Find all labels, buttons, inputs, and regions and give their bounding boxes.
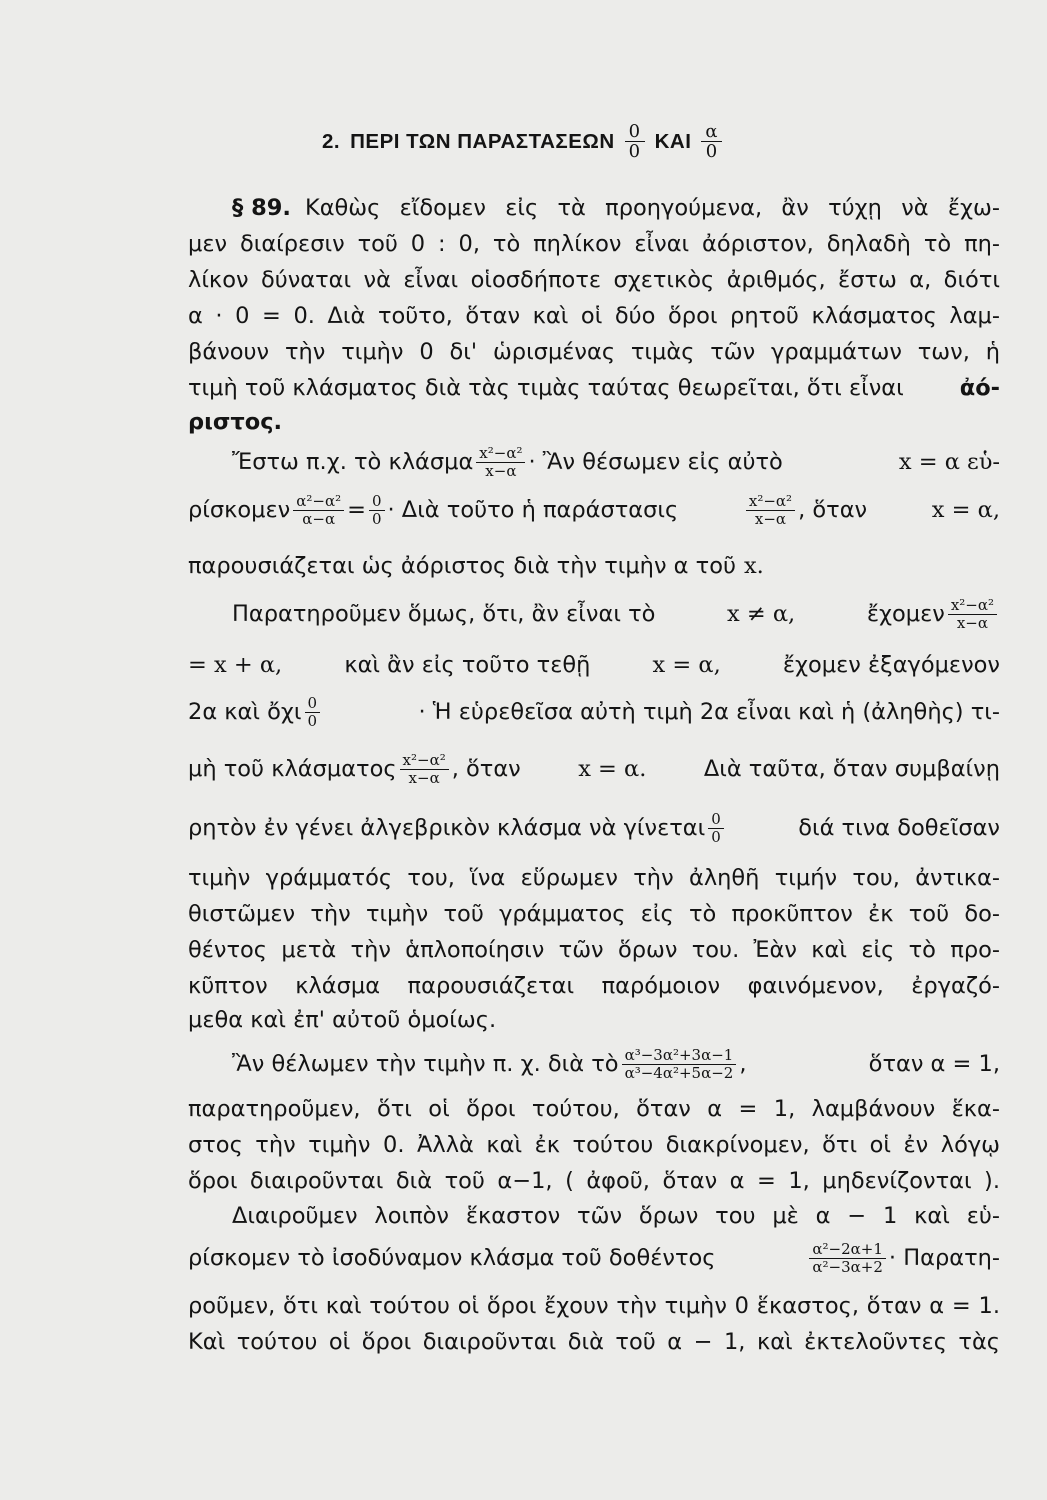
line-text: · Ἂν θέσωμεν εἰς αὐτὸ (528, 449, 783, 475)
line-text: θέντος μετὰ τὴν ἁπλοποίησιν τῶν ὅρων του. Ἐὰν καὶ εἰς τὸ προ- (188, 937, 1000, 963)
text-line (188, 337, 1000, 367)
fraction-denominator: x−α (956, 613, 988, 632)
fraction-denominator: x−α (485, 461, 517, 480)
fraction-denominator: 0 (705, 141, 718, 162)
line-text: τιμὴν γράμματός του, ἵνα εὕρωμεν τὴν ἀληθῆ τιμήν του, ἀντικα- (188, 865, 1000, 891)
text-line (188, 971, 1000, 1001)
text-line (188, 1094, 1000, 1124)
math-expression: x = α, (652, 652, 721, 678)
section-number: § 89. (232, 195, 291, 221)
line-text: διά τινα δοθεῖσαν (798, 815, 1000, 841)
line-text: παρατηροῦμεν, ὅτι οἱ ὅροι τούτου, ὅταν α = 1, λαμβάνουν ἕκα- (188, 1096, 1000, 1122)
fraction-numerator: α (701, 122, 722, 142)
section-title (322, 122, 722, 161)
line-text: Καθὼς εἴδομεν εἰς τὰ προηγούμενα, ἂν τύχῃ νὰ ἔχω- (304, 195, 1000, 221)
fraction-denominator: 0 (628, 141, 641, 162)
text-line (188, 1005, 1000, 1035)
fraction-numerator: x²−α² (746, 493, 795, 511)
title-heading: ΠΕΡΙ ΤΩΝ ΠΑΡΑΣΤΑΣΕΩΝ (350, 129, 615, 153)
text-line (188, 1291, 1000, 1321)
bold-word: ριστος. (188, 409, 283, 435)
fraction-numerator: α²−α² (293, 493, 344, 511)
line-text: , (739, 1051, 747, 1077)
line-text: Ἔστω π.χ. τὸ κλάσμα (232, 449, 474, 475)
text-line (232, 1201, 1000, 1231)
line-text: ροῦμεν, ὅτι καὶ τούτου οἱ ὅροι ἔχουν τὴν τιμὴν 0 ἕκαστος, ὅταν α = 1. (188, 1293, 1000, 1319)
line-text: τιμὴ τοῦ κλάσματος διὰ τὰς τιμὰς ταύτας θεωρεῖται, ὅτι εἶναι (188, 375, 904, 401)
line-text: ἔχομεν (866, 601, 945, 627)
line-text: Καὶ τούτου οἱ ὅροι διαιροῦνται διὰ τοῦ α − 1, καὶ ἐκτελοῦντες τὰς (188, 1329, 1000, 1355)
fraction-numerator: α³−3α²+3α−1 (622, 1047, 737, 1065)
line-text: κῦπτον κλάσμα παρουσιάζεται παρόμοιον φαινόμενον, ἐργαζό- (188, 973, 1000, 999)
text-line (188, 265, 1000, 295)
line-text: μεθα καὶ ἐπ' αὐτοῦ ὁμοίως. (188, 1007, 497, 1033)
fraction-zero-over-zero (369, 493, 385, 528)
text-line (188, 935, 1000, 965)
math-expression: x = α, (931, 497, 1000, 523)
fraction-x2-a2-over-x-a (948, 597, 997, 632)
text-line (188, 1327, 1000, 1357)
math-expression: x = α. (578, 756, 647, 782)
text-line (188, 551, 1000, 581)
text-line (188, 747, 1000, 791)
text-line (188, 301, 1000, 331)
text-line (188, 650, 1000, 680)
text-line (188, 806, 1000, 850)
line-text: βάνουν τὴν τιμὴν 0 δι' ὡρισμένας τιμὰς τῶν γραμμάτων των, ἡ (188, 339, 1000, 365)
line-text: ρίσκομεν τὸ ἰσοδύναμον κλάσμα τοῦ δοθέντος (188, 1245, 716, 1271)
line-text: μὴ τοῦ κλάσματος (188, 756, 397, 782)
text-line (188, 863, 1000, 893)
math-expression: x. (743, 553, 764, 579)
line-text: Διὰ ταῦτα, ὅταν συμβαίνῃ (703, 756, 1000, 782)
fraction-denominator: 0 (711, 827, 721, 846)
text-line (188, 690, 1000, 734)
fraction-numerator: x²−α² (948, 597, 997, 615)
fraction-numerator: 0 (305, 695, 321, 713)
fraction-denominator: α³−4α²+5α−2 (624, 1063, 734, 1082)
line-text: 2α καὶ ὄχι (188, 699, 302, 725)
text-line (232, 193, 1000, 223)
fraction-cubic-polynomials (622, 1047, 737, 1082)
fraction-numerator: x²−α² (400, 752, 449, 770)
text-line (188, 373, 1000, 403)
fraction-x2-a2-over-x-a (476, 445, 525, 480)
equals-sign: = (347, 497, 366, 523)
text-line (188, 1236, 1000, 1280)
line-text: καὶ ἂν εἰς τοῦτο τεθῇ (344, 652, 591, 678)
line-text: ρίσκομεν (188, 497, 291, 523)
fraction-numerator: 0 (625, 122, 645, 142)
fraction-x2-a2-over-x-a (400, 752, 449, 787)
fraction-zero-over-zero (708, 811, 724, 846)
line-text: θιστῶμεν τὴν τιμὴν τοῦ γράμματος εἰς τὸ προκῦπτον ἐκ τοῦ δο- (188, 901, 1000, 927)
text-line (188, 899, 1000, 929)
fraction-x2-a2-over-x-a (746, 493, 795, 528)
line-text: , ὅταν (798, 497, 868, 523)
title-kai: ΚΑΙ (654, 129, 692, 153)
text-line (232, 592, 1000, 636)
fraction-denominator: x−α (408, 768, 440, 787)
line-text: Παρατηροῦμεν ὅμως, ὅτι, ἂν εἶναι τὸ (232, 601, 656, 627)
line-text: στος τὴν τιμὴν 0. Ἀλλὰ καὶ ἐκ τούτου διακρίνομεν, ὅτι οἱ ἐν λόγῳ (188, 1132, 1000, 1158)
title-fraction-alpha-over-zero (701, 122, 722, 161)
fraction-numerator: 0 (369, 493, 385, 511)
text-line (188, 488, 1000, 532)
fraction-quadratic-polynomials (809, 1241, 886, 1276)
math-expression: x ≠ α, (727, 601, 796, 627)
text-line (188, 1166, 1000, 1196)
line-text: ὅταν α = 1, (868, 1051, 1000, 1077)
math-expression: x = α εὑ- (898, 449, 1000, 475)
bold-word: ἀό- (959, 375, 1000, 401)
line-text: μεν διαίρεσιν τοῦ 0 : 0, τὸ πηλίκον εἶναι ἀόριστον, δηλαδὴ τὸ πη- (188, 231, 1000, 257)
fraction-a2-a2-over-a-a (293, 493, 344, 528)
line-text: · Διὰ τοῦτο ἡ παράστασις (387, 497, 679, 523)
text-line (232, 1042, 1000, 1086)
line-text: , ὅταν (451, 756, 521, 782)
fraction-zero-over-zero (305, 695, 321, 730)
line-text: ρητὸν ἐν γένει ἀλγεβρικὸν κλάσμα νὰ γίνεται (188, 815, 706, 841)
line-text: · Ἡ εὑρεθεῖσα αὐτὴ τιμὴ 2α εἶναι καὶ ἡ (ἀληθὴς) τι- (418, 699, 1000, 725)
math-expression: = x + α, (188, 652, 283, 678)
fraction-numerator: 0 (708, 811, 724, 829)
text-line (188, 1130, 1000, 1160)
line-text: λίκον δύναται νὰ εἶναι οἱοσδήποτε σχετικὸς ἀριθμός, ἔστω α, διότι (188, 267, 1000, 293)
fraction-denominator: α²−3α+2 (812, 1257, 883, 1276)
text-line (188, 407, 1000, 437)
line-text: ἔχομεν ἐξαγόμενον (782, 652, 1000, 678)
fraction-numerator: α²−2α+1 (809, 1241, 886, 1259)
fraction-numerator: x²−α² (476, 445, 525, 463)
fraction-denominator: x−α (754, 509, 787, 528)
line-text: · Παρατη- (888, 1245, 1000, 1271)
line-text: Διαιροῦμεν λοιπὸν ἕκαστον τῶν ὅρων του μὲ α − 1 καὶ εὑ- (232, 1203, 1000, 1229)
text-line (232, 441, 1000, 483)
fraction-denominator: α−α (302, 509, 336, 528)
title-fraction-zero-over-zero (625, 122, 645, 161)
fraction-denominator: 0 (307, 711, 318, 730)
line-text: παρουσιάζεται ὡς ἀόριστος διὰ τὴν τιμὴν α τοῦ (188, 553, 736, 579)
line-text: α · 0 = 0. Διὰ τοῦτο, ὅταν καὶ οἱ δύο ὅροι ρητοῦ κλάσματος λαμ- (188, 303, 1000, 329)
line-text: ὅροι διαιροῦνται διὰ τοῦ α−1, ( ἀφοῦ, ὅταν α = 1, μηδενίζονται ). (188, 1168, 1000, 1194)
title-number: 2. (322, 129, 341, 153)
fraction-denominator: 0 (371, 509, 382, 528)
line-text: Ἂν θέλωμεν τὴν τιμὴν π. χ. διὰ τὸ (232, 1051, 619, 1077)
text-line (188, 229, 1000, 259)
